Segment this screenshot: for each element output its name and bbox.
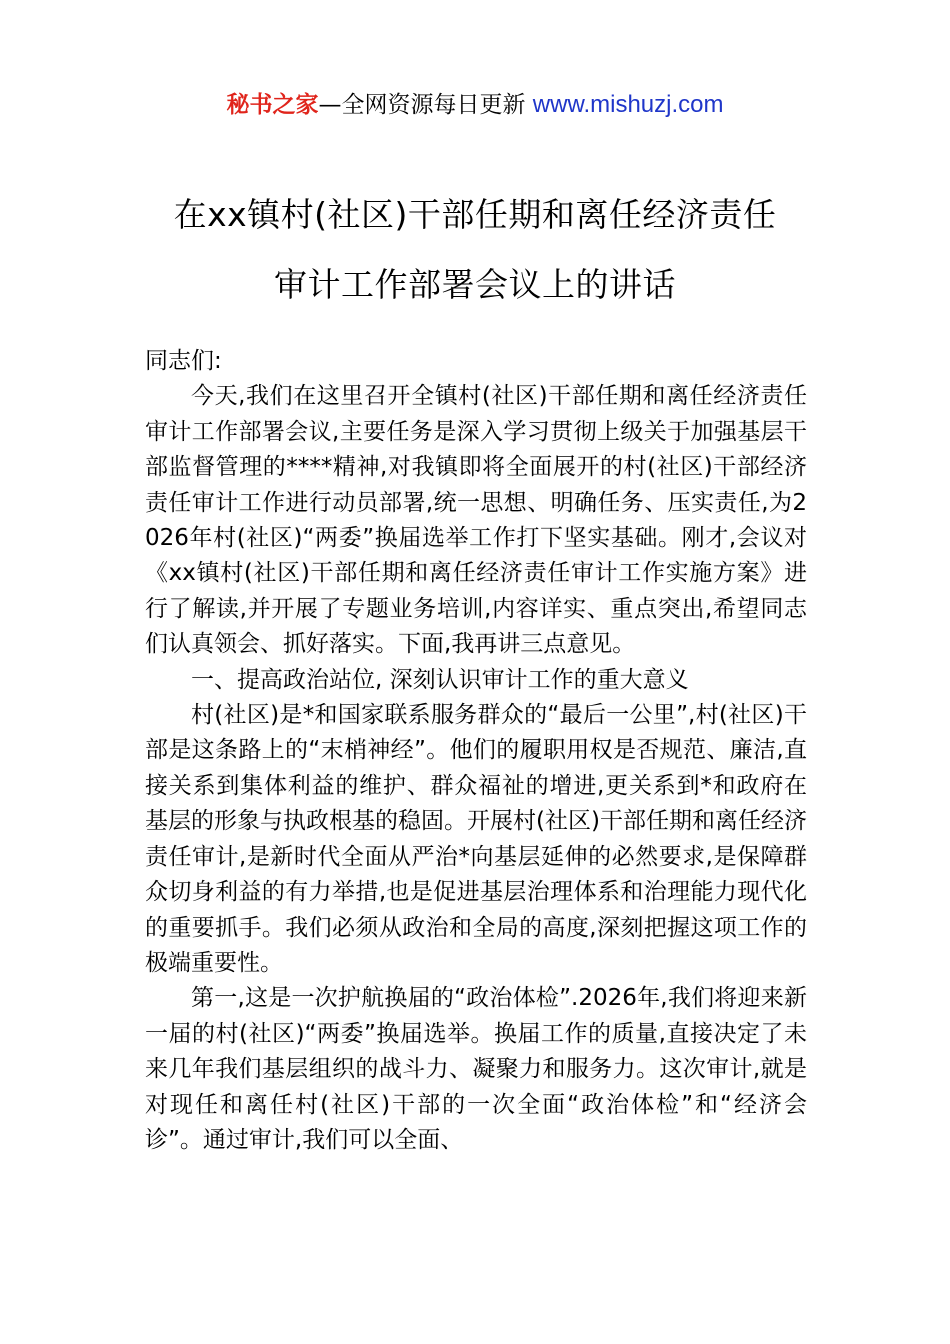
site-tagline: —全网资源每日更新 xyxy=(318,92,526,118)
site-header xyxy=(0,88,950,122)
site-url[interactable]: www.mishuzj.com xyxy=(532,91,724,118)
paragraph-significance: 村(社区)是*和国家联系服务群众的“最后一公里”,村(社区)干部是这条路上的“末梢神经”。他们的履职用权是否规范、廉洁,直接关系到集体利益的维护、群众福祉的增进,更关系到*和政府在基层的形象与执政根基的稳固。开展村(社区)干部任期和离任经济责任审计,是新时代全面从严治*向基层延伸的必然要求,是保障群众切身利益的有力举措,也是促进基层治理体系和治理能力现代化的重要抓手。我们必须从政治和全局的高度,深刻把握这项工作的极端重要性。 xyxy=(145,702,807,976)
title-line-2: 审计工作部署会议上的讲话 xyxy=(274,265,676,304)
paragraph-intro: 今天,我们在这里召开全镇村(社区)干部任期和离任经济责任审计工作部署会议,主要任务是深入学习贯彻上级关于加强基层干部监督管理的****精神,对我镇即将全面展开的村(社区)干部经济责任审计工作进行动员部署,统一思想、明确任务、压实责任,为2026年村(社区)“两委”换届选举工作打下坚实基础。刚才,会议对《xx镇村(社区)干部任期和离任经济责任审计工作实施方案》进行了解读,并开展了专题业务培训,内容详实、重点突出,希望同志们认真领会、抓好落实。下面,我再讲三点意见。 xyxy=(145,383,807,658)
paragraph-first-point: 第一,这是一次护航换届的“政治体检”.2026年,我们将迎来新一届的村(社区)“两委”换届选举。换届工作的质量,直接决定了未来几年我们基层组织的战斗力、凝聚力和服务力。这次审计,就是对现任和离任村(社区)干部的一次全面“政治体检”和“经济会诊”。通过审计,我们可以全面、 xyxy=(145,985,807,1153)
site-brand: 秘书之家 xyxy=(226,92,319,118)
document-body xyxy=(145,344,807,1158)
salutation: 同志们: xyxy=(145,348,222,374)
title-line-1: 在xx镇村(社区)干部任期和离任经济责任 xyxy=(173,195,777,234)
document-title xyxy=(120,180,830,320)
section-heading-1: 一、提高政治站位, 深刻认识审计工作的重大意义 xyxy=(191,666,689,693)
